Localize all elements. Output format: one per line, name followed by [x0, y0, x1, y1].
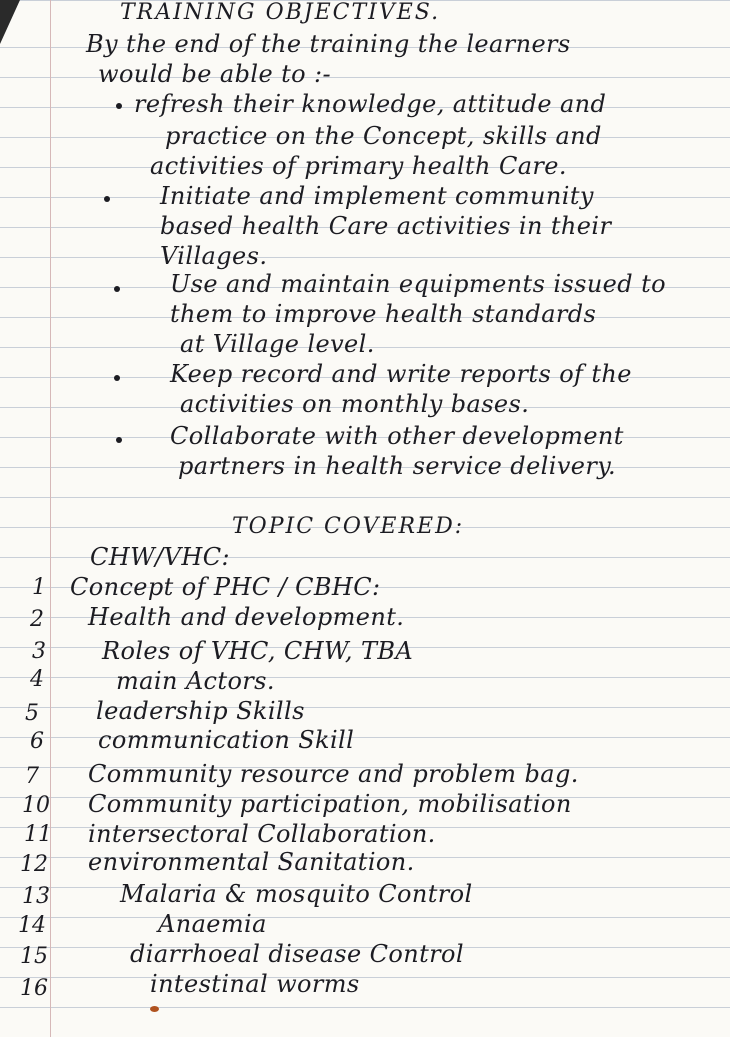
bullet-3	[114, 286, 120, 292]
topic-11-number: 11	[24, 822, 52, 847]
topic-13-text: Malaria & mosquito Control	[120, 880, 473, 908]
topic-13-number: 13	[22, 884, 50, 909]
objective-2-line-2: based health Care activities in their	[160, 212, 612, 240]
topics-subheading: CHW/VHC:	[90, 543, 230, 571]
topic-4-text: main Actors.	[116, 667, 275, 695]
objective-1-line-2: practice on the Concept, skills and	[165, 122, 602, 150]
topic-12-number: 12	[20, 852, 48, 877]
topic-10-number: 10	[22, 793, 50, 818]
topic-16-text: intestinal worms	[150, 970, 360, 998]
objective-1-line-3: activities of primary health Care.	[150, 152, 567, 180]
intro-line-2: would be able to :-	[98, 60, 332, 88]
bullet-2	[104, 196, 110, 202]
topic-3-number: 3	[32, 639, 46, 664]
topic-6-number: 6	[30, 729, 44, 754]
page-corner-shadow	[0, 0, 20, 44]
topic-14-text: Anaemia	[158, 910, 267, 938]
intro-line-1: By the end of the training the learners	[86, 30, 571, 58]
topic-11-text: intersectoral Collaboration.	[88, 820, 436, 848]
bullet-1	[116, 103, 122, 109]
topic-6-text: communication Skill	[98, 726, 355, 754]
topic-2-number: 2	[30, 607, 44, 632]
topic-7-text: Community resource and problem bag.	[88, 760, 579, 788]
objective-2-line-1: Initiate and implement community	[160, 182, 594, 210]
objective-3-line-1: Use and maintain equipments issued to	[170, 270, 666, 298]
objective-3-line-3: at Village level.	[180, 330, 375, 358]
ink-smudge	[150, 1006, 159, 1012]
objective-4-line-2: activities on monthly bases.	[180, 390, 530, 418]
topic-10-text: Community participation, mobilisation	[88, 790, 572, 818]
topic-14-number: 14	[18, 913, 46, 938]
objective-5-line-2: partners in health service delivery.	[178, 452, 617, 480]
topic-5-text: leadership Skills	[96, 697, 305, 725]
bullet-5	[116, 437, 122, 443]
bullet-4	[114, 375, 120, 381]
topic-1-text: Concept of PHC / CBHC:	[70, 573, 381, 601]
topic-1-number: 1	[32, 575, 46, 600]
objective-4-line-1: Keep record and write reports of the	[170, 360, 632, 388]
topic-2-text: Health and development.	[88, 603, 405, 631]
topic-12-text: environmental Sanitation.	[88, 848, 415, 876]
objective-3-line-2: them to improve health standards	[170, 300, 597, 328]
page-title: TRAINING OBJECTIVES.	[120, 0, 441, 25]
topic-3-text: Roles of VHC, CHW, TBA	[102, 637, 414, 665]
topic-4-number: 4	[30, 667, 44, 692]
objective-2-line-3: Villages.	[160, 242, 268, 270]
topic-5-number: 5	[25, 701, 39, 726]
objective-5-line-1: Collaborate with other development	[170, 422, 624, 450]
objective-1-line-1: refresh their knowledge, attitude and	[134, 90, 607, 118]
topic-15-text: diarrhoeal disease Control	[130, 940, 464, 968]
topic-7-number: 7	[25, 764, 39, 789]
topic-16-number: 16	[20, 976, 48, 1001]
topic-15-number: 15	[20, 944, 48, 969]
topics-heading: TOPIC COVERED:	[232, 514, 465, 539]
margin-line	[50, 0, 51, 1037]
